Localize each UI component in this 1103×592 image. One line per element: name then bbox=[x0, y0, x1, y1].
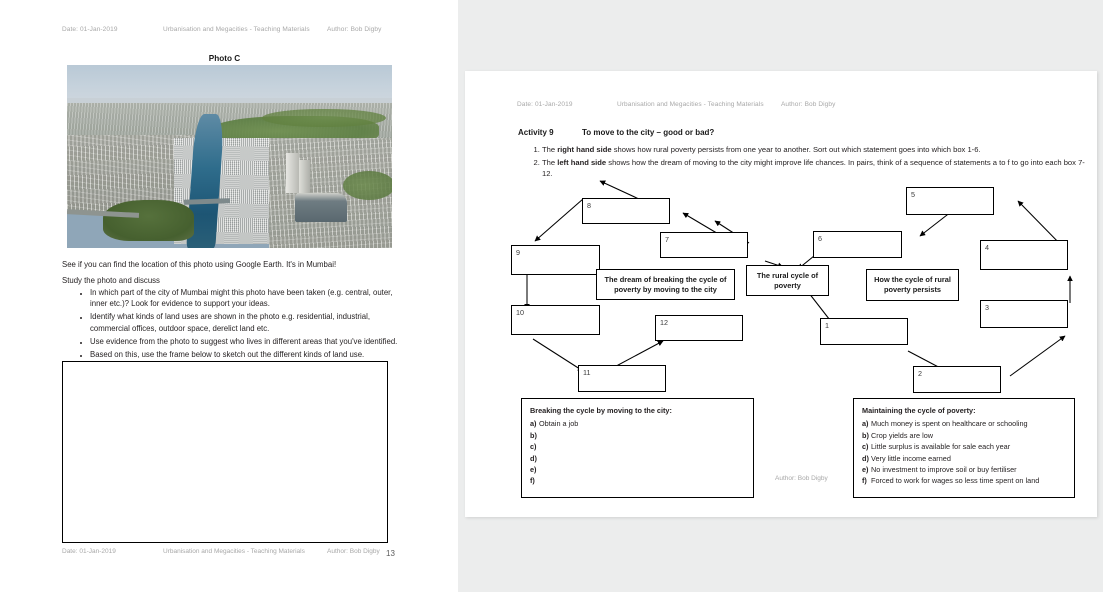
item-letter: f) bbox=[530, 476, 535, 486]
page-right[interactable] bbox=[465, 71, 1097, 517]
photo-large-building bbox=[295, 193, 347, 222]
activity-instructions bbox=[520, 144, 1087, 181]
list-item bbox=[862, 418, 1066, 429]
footer-author: Author: Bob Digby bbox=[327, 548, 380, 555]
rural-cycle-label-box: The rural cycle of poverty bbox=[746, 265, 829, 296]
sketch-frame[interactable] bbox=[62, 361, 388, 543]
item-letter: e) bbox=[862, 465, 869, 475]
list-item bbox=[862, 475, 1066, 486]
footer-title: Urbanisation and Megacities - Teaching Materials bbox=[163, 548, 305, 555]
photo-tower-right bbox=[299, 160, 309, 195]
bold-right-hand-side: right hand side bbox=[557, 145, 612, 154]
breaking-cycle-box[interactable] bbox=[521, 398, 754, 498]
dream-cycle-label-box: The dream of breaking the cycle of poverty by moving to the city bbox=[596, 269, 735, 300]
persists-label-box: How the cycle of rural poverty persists bbox=[866, 269, 959, 301]
header-title: Urbanisation and Megacities - Teaching Materials bbox=[163, 26, 310, 33]
diagram-box-11[interactable]: 11 bbox=[578, 365, 666, 392]
bold-left-hand-side: left hand side bbox=[557, 157, 607, 167]
diagram-box-2[interactable]: 2 bbox=[913, 366, 1001, 393]
maintaining-cycle-box[interactable] bbox=[853, 398, 1075, 498]
item-letter: b) bbox=[862, 430, 869, 440]
diagram-box-5[interactable]: 5 bbox=[906, 187, 994, 215]
list-item bbox=[862, 464, 1066, 475]
item-text: Little surplus is available for sale each year bbox=[871, 442, 1011, 452]
page-left[interactable] bbox=[0, 0, 452, 592]
list-item bbox=[862, 441, 1066, 452]
study-text: Study the photo and discuss bbox=[62, 276, 160, 285]
page-divider bbox=[452, 0, 458, 592]
footer-author: Author: Bob Digby bbox=[775, 475, 828, 482]
header-author: Author: Bob Digby bbox=[327, 26, 382, 33]
item-letter: a) bbox=[862, 419, 869, 429]
photo-caption: Photo C bbox=[208, 54, 241, 63]
photo-right-vegetation bbox=[343, 171, 392, 200]
header-date: Date: 01-Jan-2019 bbox=[517, 101, 573, 108]
item-text: Forced to work for wages so less time spent on land bbox=[871, 476, 1040, 486]
item-letter: a) bbox=[530, 419, 537, 429]
page-number: 13 bbox=[386, 549, 395, 558]
list-item bbox=[530, 441, 745, 452]
activity-title: To move to the city – good or bad? bbox=[582, 128, 715, 137]
list-item bbox=[862, 430, 1066, 441]
item-letter: c) bbox=[862, 442, 869, 452]
diagram-box-12[interactable]: 12 bbox=[655, 315, 743, 341]
item-text: Much money is spent on healthcare or schooling bbox=[871, 419, 1028, 429]
photo-bridge bbox=[184, 198, 230, 204]
list-item: • Use evidence from the photo to suggest who lives in different areas that you've identified. bbox=[90, 336, 410, 347]
photo-foreground-vegetation bbox=[103, 200, 194, 240]
item-text: Very little income earned bbox=[871, 453, 951, 463]
photo-green-space-secondary bbox=[262, 109, 386, 127]
item-letter: e) bbox=[530, 465, 537, 475]
diagram-box-9[interactable]: 9 bbox=[511, 245, 600, 275]
list-item bbox=[530, 453, 745, 464]
intro-text: See if you can find the location of this photo using Google Earth. It's in Mumbai! bbox=[62, 260, 337, 269]
list-item bbox=[530, 418, 745, 429]
activity-heading bbox=[518, 128, 714, 137]
maintaining-box-title: Maintaining the cycle of poverty: bbox=[862, 406, 976, 415]
item-text: No investment to improve soil or buy fertiliser bbox=[871, 465, 1017, 475]
list-item: • Based on this, use the frame below to sketch out the different kinds of land use. bbox=[90, 349, 410, 360]
diagram-box-3[interactable]: 3 bbox=[980, 300, 1068, 328]
diagram-box-6[interactable]: 6 bbox=[813, 231, 902, 258]
diagram-box-1[interactable]: 1 bbox=[820, 318, 908, 345]
list-item bbox=[530, 475, 745, 486]
item-text: Crop yields are low bbox=[871, 430, 934, 440]
diagram-box-10[interactable]: 10 bbox=[511, 305, 600, 335]
diagram-box-8[interactable]: 8 bbox=[582, 198, 670, 224]
list-item bbox=[530, 464, 745, 475]
item-letter: c) bbox=[530, 442, 537, 452]
breaking-box-title: Breaking the cycle by moving to the city: bbox=[530, 406, 672, 415]
list-item: 1. The right hand side shows how rural poverty persists from one year to another. Sort out which statement goes into which box 1-6. bbox=[542, 144, 1087, 156]
item-letter: b) bbox=[530, 430, 537, 440]
item-text: Obtain a job bbox=[539, 419, 579, 429]
list-item bbox=[530, 430, 745, 441]
header-date: Date: 01-Jan-2019 bbox=[62, 26, 118, 33]
item-letter: d) bbox=[862, 453, 869, 463]
list-item bbox=[862, 453, 1066, 464]
activity-label: Activity 9 bbox=[518, 128, 554, 137]
diagram-box-4[interactable]: 4 bbox=[980, 240, 1068, 270]
mumbai-aerial-photo bbox=[67, 65, 392, 248]
photo-tower-left bbox=[286, 153, 299, 193]
footer-date: Date: 01-Jan-2019 bbox=[62, 548, 116, 555]
list-item: • Identify what kinds of land uses are shown in the photo e.g. residential, industrial, commercial offices, outdoor space, derelict land etc. bbox=[90, 311, 410, 334]
list-item: • In which part of the city of Mumbai might this photo have been taken (e.g. central, outer, inner etc.)? Look for evidence to support your ideas. bbox=[90, 287, 410, 310]
item-letter: f) bbox=[862, 476, 867, 486]
item-letter: d) bbox=[530, 453, 537, 463]
discussion-bullet-list bbox=[72, 287, 410, 361]
header-title: Urbanisation and Megacities - Teaching Materials bbox=[617, 101, 764, 108]
header-author: Author: Bob Digby bbox=[781, 101, 836, 108]
list-item: 2. The left hand side shows how the dream of moving to the city might improve life chances. In pairs, think of a sequence of statements a to f to go into each box 7-12. bbox=[542, 157, 1087, 180]
diagram-box-7[interactable]: 7 bbox=[660, 232, 748, 258]
